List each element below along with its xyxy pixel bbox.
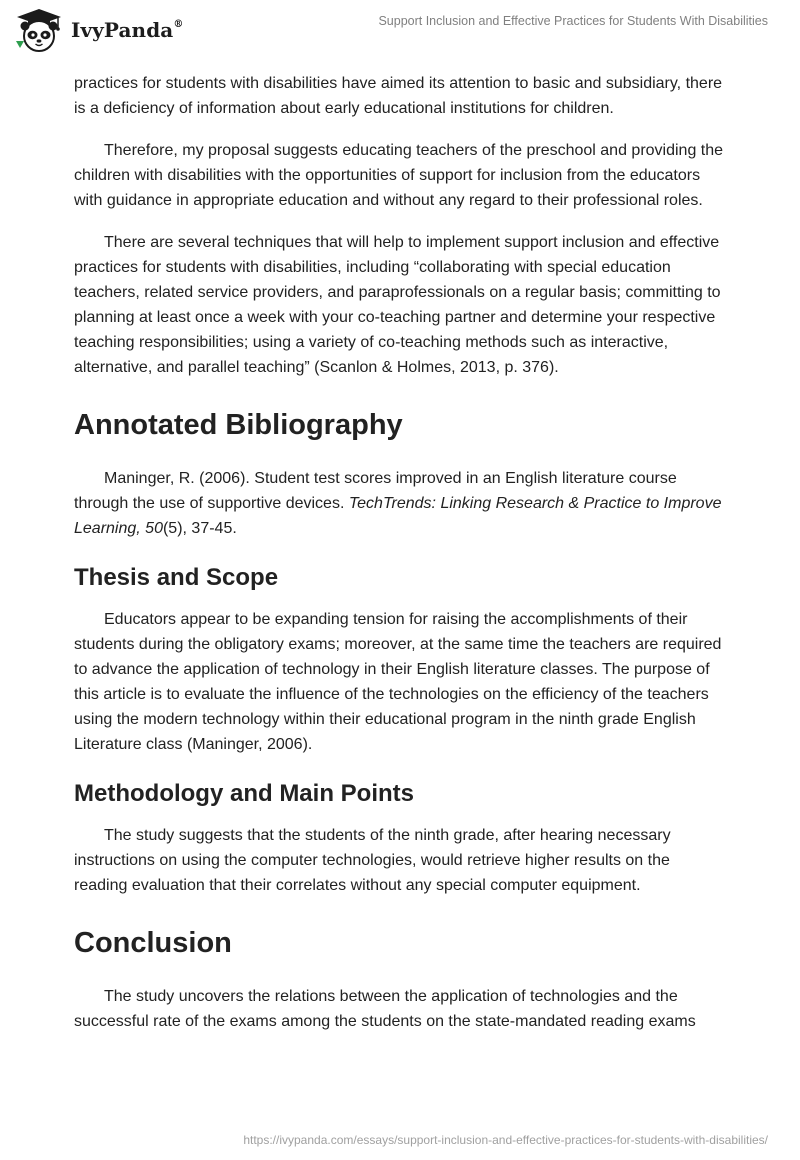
bibliography-citation: Maninger, R. (2006). Student test scores improved in an English literature course through the use of supportive devices. TechTrends: Linking Research & Practice to Improve Learning, 50(5), 37-45.	[74, 470, 722, 537]
paragraph: The study uncovers the relations between the application of technologies and the successful rate of the exams among the students on the state-mandated reading exams	[74, 988, 696, 1030]
section-heading-conclusion: Conclusion	[74, 927, 232, 959]
paragraph: The study suggests that the students of the ninth grade, after hearing necessary instructions on using the computer technologies, would retrieve higher results on the reading evaluation that their correlates without any special computer equipment.	[74, 827, 671, 894]
panda-graduation-icon	[14, 8, 64, 52]
ivypanda-logo[interactable]	[14, 8, 183, 52]
source-url[interactable]: https://ivypanda.com/essays/support-inclusion-and-effective-practices-for-students-with-disabilities/	[243, 1133, 768, 1147]
document-title: Support Inclusion and Effective Practices for Students With Disabilities	[378, 14, 768, 28]
paragraph: practices for students with disabilities have aimed its attention to basic and subsidiary, there is a deficiency of information about early educational institutions for children.	[74, 75, 723, 117]
page-header	[0, 0, 800, 70]
paragraph: Therefore, my proposal suggests educating teachers of the preschool and providing the children with disabilities with the opportunities of support for inclusion from the educators with guidance in appropriate education and without any regard to their professional roles.	[74, 142, 724, 209]
section-heading-annotated-bibliography: Annotated Bibliography	[74, 409, 403, 441]
journal-title: TechTrends: Linking Research & Practice to Improve Learning, 50	[74, 495, 722, 537]
article-body	[74, 71, 726, 1051]
paragraph: Educators appear to be expanding tension for raising the accomplishments of their students during the obligatory exams; moreover, at the same time the teachers are required to advance the application of technology in their English literature classes. The purpose of this article is to evaluate the influence of the technologies on the efficiency of the teachers using the modern technology within their educational program in the ninth grade English Literature class (Maninger, 2006).	[74, 611, 722, 753]
paragraph: There are several techniques that will help to implement support inclusion and effective practices for students with disabilities, including “collaborating with special education teachers, related service providers, and paraprofessionals on a regular basis; committing to planning at least once a week with your co-teaching partner and determine your respective teaching responsibilities; using a variety of co-teaching methods such as interactive, alternative, and parallel teaching” (Scanlon & Holmes, 2013, p. 376).	[74, 234, 721, 376]
subsection-heading-thesis: Thesis and Scope	[74, 564, 279, 591]
subsection-heading-methodology: Methodology and Main Points	[74, 780, 414, 807]
brand-name: IvyPanda®	[71, 18, 184, 42]
